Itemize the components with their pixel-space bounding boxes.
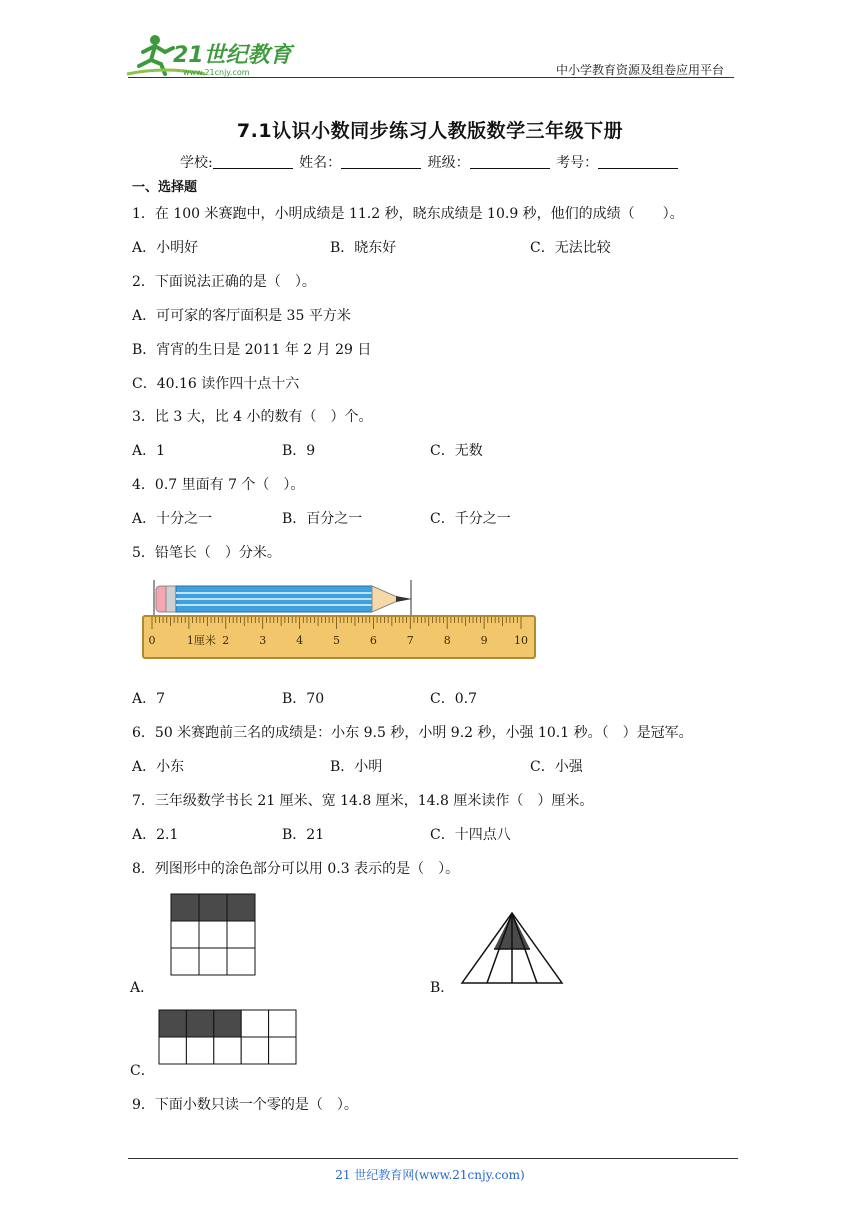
question-4: 4．0.7 里面有 7 个（ ）。: [132, 477, 305, 493]
ruler-label: 6: [369, 634, 377, 647]
q3-option-b[interactable]: B．9: [282, 443, 316, 459]
q5-option-c[interactable]: C．0.7: [430, 691, 477, 707]
school-label: 学校:: [180, 155, 213, 171]
footer-link[interactable]: 21 世纪教育网(www.21cnjy.com): [335, 1168, 525, 1182]
figure-c-strip: [158, 1009, 298, 1069]
svg-text:www.21cnjy.com: www.21cnjy.com: [183, 68, 250, 77]
question-2: 2．下面说法正确的是（ ）。: [132, 274, 316, 290]
q2-option-b[interactable]: B．宵宵的生日是 2011 年 2 月 29 日: [132, 342, 372, 358]
svg-text:21世纪教育: 21世纪教育: [173, 43, 292, 68]
q2-option-c[interactable]: C．40.16 读作四十点十六: [132, 376, 300, 392]
q7-option-b[interactable]: B．21: [282, 827, 325, 843]
ruler-label: 4: [296, 634, 304, 647]
class-label: 班级：: [427, 155, 470, 171]
question-7: 7．三年级数学书长 21 厘米、宽 14.8 厘米，14.8 厘米读作（ ）厘米。: [132, 793, 594, 809]
q6-option-c[interactable]: C．小强: [530, 759, 583, 775]
question-5: 5．铅笔长（ ）分米。: [132, 545, 281, 561]
figure-a-grid: [170, 893, 256, 981]
q8-option-c[interactable]: C．: [130, 1063, 155, 1079]
school-field[interactable]: [213, 154, 293, 169]
class-field[interactable]: [470, 154, 550, 169]
figure-b-triangle: [460, 910, 564, 990]
q1-option-a[interactable]: A．小明好: [132, 240, 199, 256]
header-divider: [128, 77, 734, 78]
question-3: 3．比 3 大，比 4 小的数有（ ）个。: [132, 409, 373, 425]
q7-option-a[interactable]: A．2.1: [132, 827, 179, 843]
q7-option-c[interactable]: C．十四点八: [430, 827, 511, 843]
ruler-label: 9: [480, 634, 488, 647]
exam-no-label: 考号：: [556, 155, 599, 171]
name-field[interactable]: [341, 154, 421, 169]
site-tag: 中小学教育资源及组卷应用平台: [555, 63, 724, 77]
q6-option-a[interactable]: A．小东: [132, 759, 185, 775]
q6-option-b[interactable]: B．小明: [330, 759, 383, 775]
ruler-label: 8: [443, 634, 451, 647]
ruler-label: 7: [406, 634, 414, 647]
question-9: 9．下面小数只读一个零的是（ ）。: [132, 1097, 358, 1113]
q8-option-b[interactable]: B．: [430, 980, 455, 996]
q1-option-b[interactable]: B．晓东好: [330, 240, 397, 256]
question-1: 1．在 100 米赛跑中，小明成绩是 11.2 秒，晓东成绩是 10.9 秒，他们的成绩（ ）。: [132, 206, 684, 222]
q4-option-a[interactable]: A．十分之一: [132, 511, 213, 527]
logo: [125, 30, 295, 80]
ruler-label: 5: [333, 634, 340, 647]
q4-option-b[interactable]: B．百分之一: [282, 511, 363, 527]
section-heading: 一、选择题: [132, 180, 198, 195]
ruler-label: 0: [148, 634, 156, 647]
pencil-ruler-figure: [140, 578, 540, 662]
question-8: 8．列图形中的涂色部分可以用 0.3 表示的是（ ）。: [132, 861, 460, 877]
q3-option-c[interactable]: C．无数: [430, 443, 483, 459]
pencil-icon: [156, 586, 412, 612]
q3-option-a[interactable]: A．1: [132, 443, 166, 459]
q2-option-a[interactable]: A．可可家的客厅面积是 35 平方米: [132, 308, 351, 324]
footer-divider: [128, 1158, 738, 1159]
question-6: 6．50 米赛跑前三名的成绩是：小东 9.5 秒，小明 9.2 秒，小强 10.1 秒。（ ）是冠军。: [132, 725, 693, 741]
q5-option-b[interactable]: B．70: [282, 691, 325, 707]
exam-no-field[interactable]: [598, 154, 678, 169]
student-info: [180, 152, 680, 172]
ruler-label: 2: [222, 634, 230, 647]
q5-option-a[interactable]: A．7: [132, 691, 166, 707]
ruler-label: 10: [514, 634, 528, 647]
q1-option-c[interactable]: C．无法比较: [530, 240, 611, 256]
name-label: 姓名：: [299, 155, 342, 171]
page-title: 7.1认识小数同步练习人教版数学三年级下册: [236, 120, 624, 142]
q8-option-a[interactable]: A．: [130, 980, 155, 996]
q4-option-c[interactable]: C．千分之一: [430, 511, 511, 527]
ruler-label: 1厘米: [186, 634, 216, 647]
ruler-label: 3: [259, 634, 267, 647]
